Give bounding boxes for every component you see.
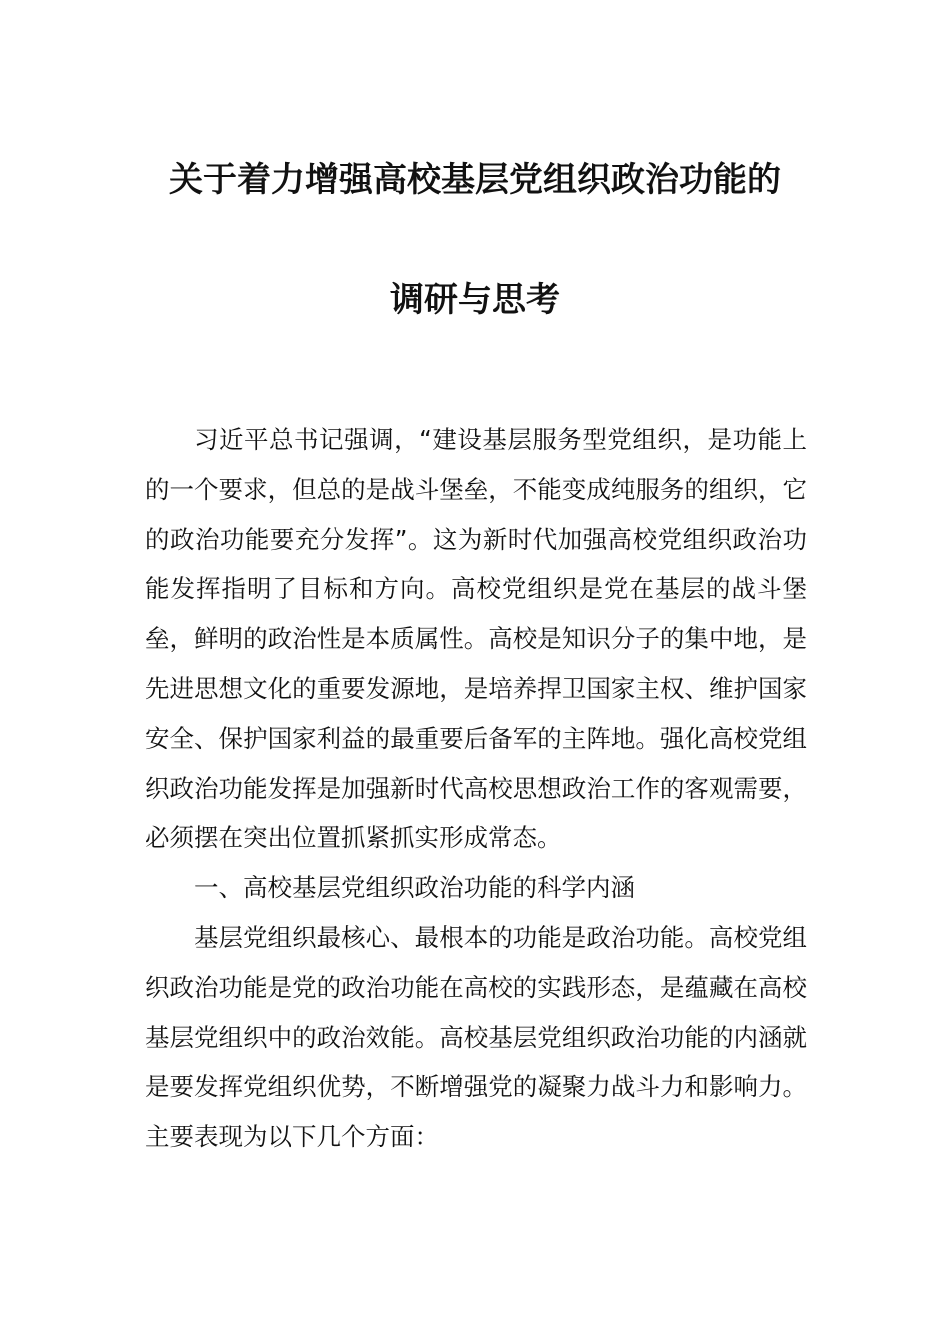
document-title-line-2: 调研与思考: [390, 280, 560, 320]
document-body: [145, 415, 807, 1162]
body-paragraph-section-1: 基层党组织最核心、最根本的功能是政治功能。高校党组织政治功能是党的政治功能在高校的实践形态，是蕴藏在高校基层党组织中的政治效能。高校基层党组织政治功能的内涵就是要发挥党组织优势，不断增强党的凝聚力战斗力和影响力。主要表现为以下几个方面：: [145, 922, 807, 1152]
document-title-line-1: 关于着力增强高校基层党组织政治功能的: [169, 160, 781, 200]
body-paragraph-intro: 习近平总书记强调，“建设基层服务型党组织，是功能上的一个要求，但总的是战斗堡垒，不能变成纯服务的组织，它的政治功能要充分发挥”。这为新时代加强高校党组织政治功能发挥指明了目标和方向。高校党组织是党在基层的战斗堡垒，鲜明的政治性是本质属性。高校是知识分子的集中地，是先进思想文化的重要发源地，是培养捍卫国家主权、维护国家安全、保护国家利益的最重要后备军的主阵地。强化高校党组织政治功能发挥是加强新时代高校思想政治工作的客观需要，必须摆在突出位置抓紧抓实形成常态。: [145, 425, 807, 853]
section-heading-1: 一、高校基层党组织政治功能的科学内涵: [194, 873, 635, 903]
